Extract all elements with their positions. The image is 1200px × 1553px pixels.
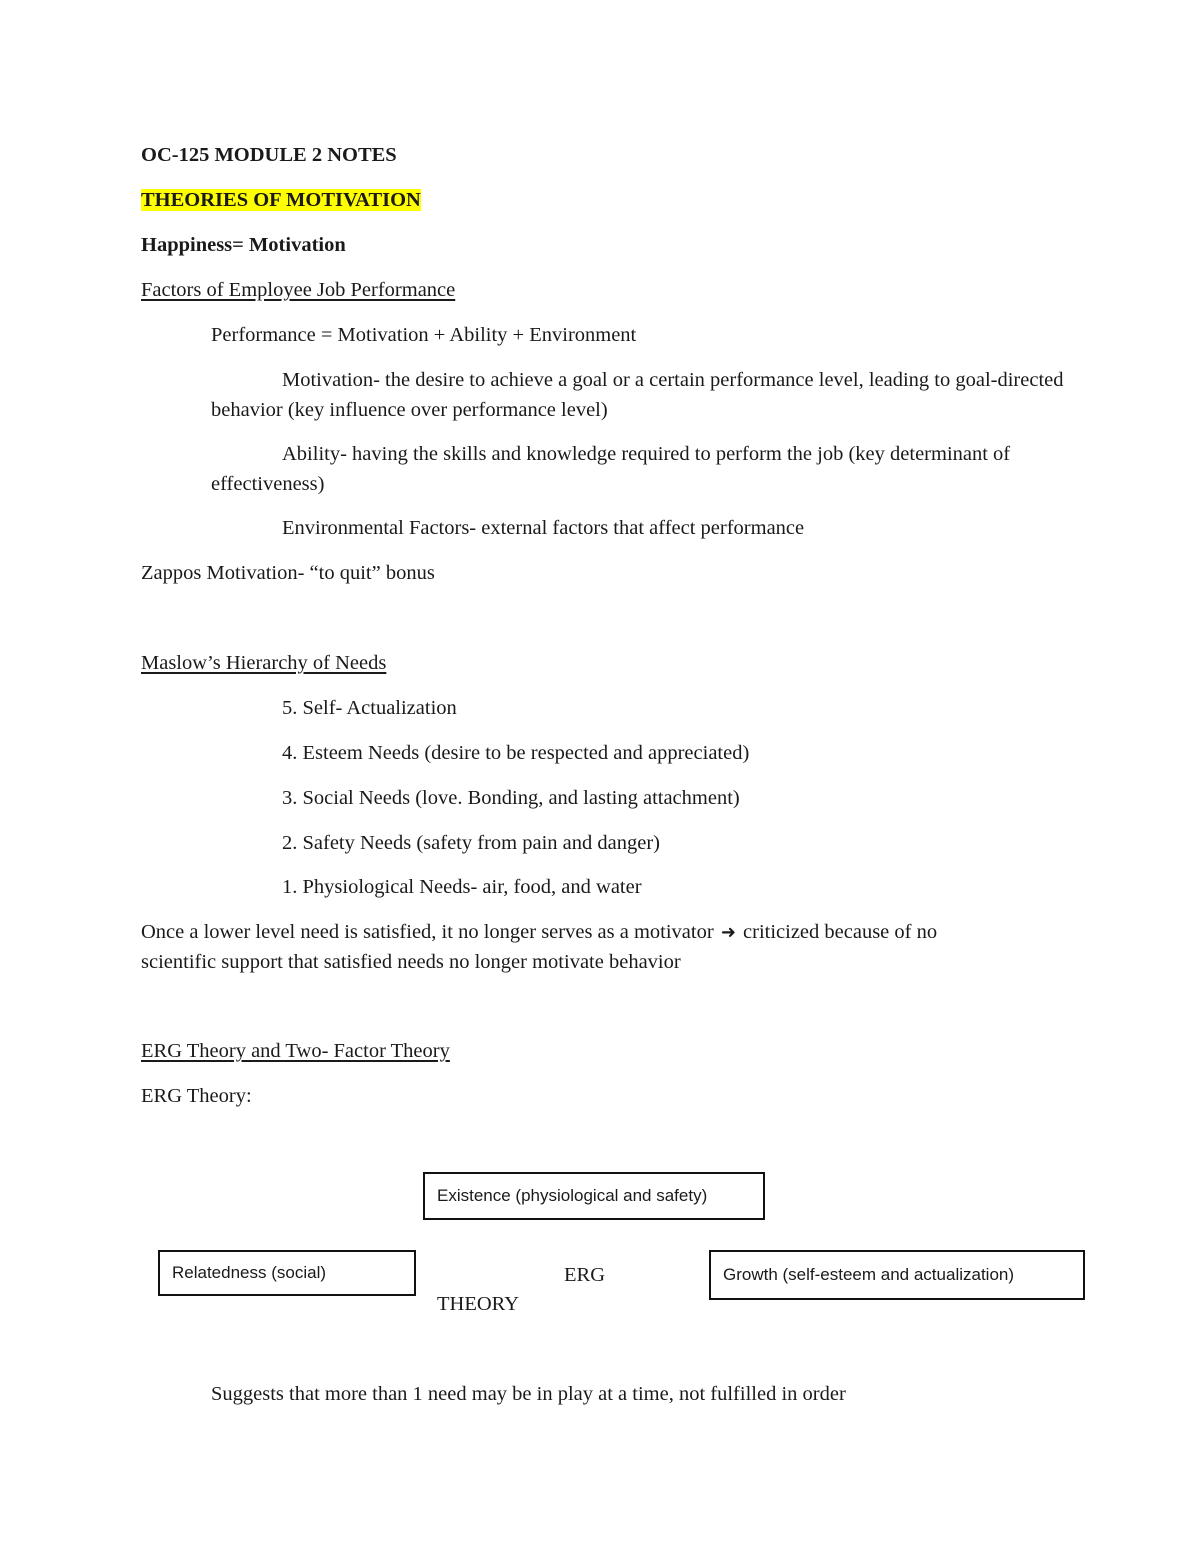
erg-summary: Suggests that more than 1 need may be in play at a time, not fulfilled in order xyxy=(211,1383,846,1405)
theory-center-label: THEORY xyxy=(437,1293,519,1315)
performance-heading: Factors of Employee Job Performance xyxy=(141,279,456,301)
section-heading xyxy=(141,186,421,215)
performance-formula: Performance = Motivation + Ability + Environment xyxy=(211,324,637,346)
maslow-level-5: 5. Self- Actualization xyxy=(282,697,457,719)
growth-box: Growth (self-esteem and actualization) xyxy=(709,1250,1085,1300)
maslow-note-end: criticized because of no xyxy=(743,921,938,943)
maslow-level-4: 4. Esteem Needs (desire to be respected and appreciated) xyxy=(282,742,750,764)
maslow-note-start: Once a lower level need is satisfied, it no longer serves as a motivator xyxy=(141,921,714,943)
erg-center-label: ERG xyxy=(564,1264,605,1286)
maslow-level-3: 3. Social Needs (love. Bonding, and lasting attachment) xyxy=(282,787,740,809)
motivation-definition: Motivation- the desire to achieve a goal or a certain performance level, leading to goal-directed behavior (key influence over performance level) xyxy=(211,369,1064,421)
environment-definition: Environmental Factors- external factors that affect performance xyxy=(282,517,805,539)
existence-box: Existence (physiological and safety) xyxy=(423,1172,765,1220)
zappos-note: Zappos Motivation- “to quit” bonus xyxy=(141,562,435,584)
relatedness-box: Relatedness (social) xyxy=(158,1250,416,1296)
right-arrow-icon: ➜ xyxy=(720,922,736,943)
ability-definition: Ability- having the skills and knowledge required to perform the job (key determinant of effectiveness) xyxy=(211,443,1011,495)
maslow-note-line2: scientific support that satisfied needs no longer motivate behavior xyxy=(141,951,681,973)
erg-label: ERG Theory: xyxy=(141,1085,252,1107)
maslow-heading: Maslow’s Hierarchy of Needs xyxy=(141,652,387,674)
maslow-level-1: 1. Physiological Needs- air, food, and water xyxy=(282,876,642,898)
highlighted-heading: THEORIES OF MOTIVATION xyxy=(141,189,421,211)
maslow-level-2: 2. Safety Needs (safety from pain and danger) xyxy=(282,832,660,854)
maslow-note-line1 xyxy=(141,918,937,947)
erg-heading: ERG Theory and Two- Factor Theory xyxy=(141,1040,450,1062)
happiness-line: Happiness= Motivation xyxy=(141,234,346,256)
document-title: OC-125 MODULE 2 NOTES xyxy=(141,144,397,166)
